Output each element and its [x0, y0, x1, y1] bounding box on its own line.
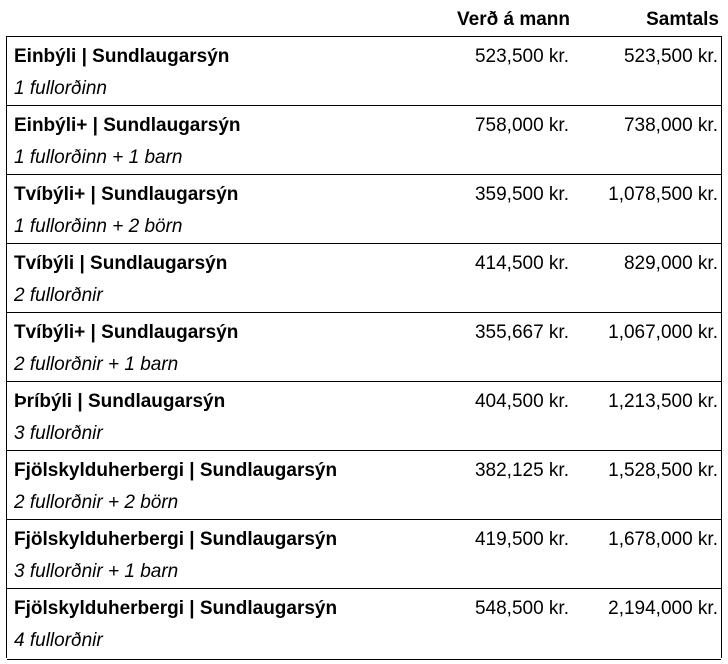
room-type: Fjölskylduherbergi | Sundlaugarsýn	[14, 460, 338, 481]
total-price: 1,067,000 kr.	[608, 322, 718, 343]
total-price: 1,213,500 kr.	[608, 391, 718, 412]
occupancy: 1 fullorðinn + 1 barn	[14, 147, 183, 168]
table-row	[7, 37, 721, 106]
table-row	[7, 313, 721, 382]
table-row	[7, 106, 721, 175]
occupancy: 1 fullorðinn + 2 börn	[14, 216, 183, 237]
price-per-person: 404,500 kr.	[474, 391, 569, 412]
price-per-person: 355,667 kr.	[474, 322, 569, 343]
table-row	[7, 589, 721, 660]
table-row	[7, 382, 721, 451]
total-price: 829,000 kr.	[623, 253, 718, 274]
room-type: Fjölskylduherbergi | Sundlaugarsýn	[14, 529, 338, 550]
total-price: 523,500 kr.	[623, 46, 718, 67]
price-per-person: 523,500 kr.	[474, 46, 569, 67]
table-header	[0, 0, 728, 37]
room-type: Tvíbýli+ | Sundlaugarsýn	[14, 184, 239, 205]
price-per-person: 359,500 kr.	[474, 184, 569, 205]
room-type: Tvíbýli+ | Sundlaugarsýn	[14, 322, 239, 343]
total-price: 738,000 kr.	[623, 115, 718, 136]
price-per-person: 419,500 kr.	[474, 529, 569, 550]
occupancy: 2 fullorðnir	[14, 285, 103, 306]
price-per-person: 382,125 kr.	[474, 460, 569, 481]
room-type: Einbýli+ | Sundlaugarsýn	[14, 115, 241, 136]
table-row	[7, 451, 721, 520]
room-type: Tvíbýli | Sundlaugarsýn	[14, 253, 228, 274]
table-row	[7, 175, 721, 244]
occupancy: 4 fullorðnir	[14, 630, 103, 651]
price-table	[6, 36, 722, 658]
price-per-person: 414,500 kr.	[474, 253, 569, 274]
total-price: 2,194,000 kr.	[608, 598, 718, 619]
total-price: 1,528,500 kr.	[608, 460, 718, 481]
occupancy: 3 fullorðnir + 1 barn	[14, 561, 179, 582]
room-type: Einbýli | Sundlaugarsýn	[14, 46, 230, 67]
header-total: Samtals	[646, 9, 719, 30]
total-price: 1,678,000 kr.	[608, 529, 718, 550]
price-per-person: 758,000 kr.	[474, 115, 569, 136]
occupancy: 3 fullorðnir	[14, 423, 103, 444]
total-price: 1,078,500 kr.	[608, 184, 718, 205]
room-type: Þríbýli | Sundlaugarsýn	[14, 391, 226, 412]
table-row	[7, 520, 721, 589]
occupancy: 1 fullorðinn	[14, 78, 107, 99]
room-type: Fjölskylduherbergi | Sundlaugarsýn	[14, 598, 338, 619]
header-price-per-person: Verð á mann	[457, 9, 570, 30]
price-per-person: 548,500 kr.	[474, 598, 569, 619]
occupancy: 2 fullorðnir + 2 börn	[14, 492, 179, 513]
table-row	[7, 244, 721, 313]
occupancy: 2 fullorðnir + 1 barn	[14, 354, 179, 375]
